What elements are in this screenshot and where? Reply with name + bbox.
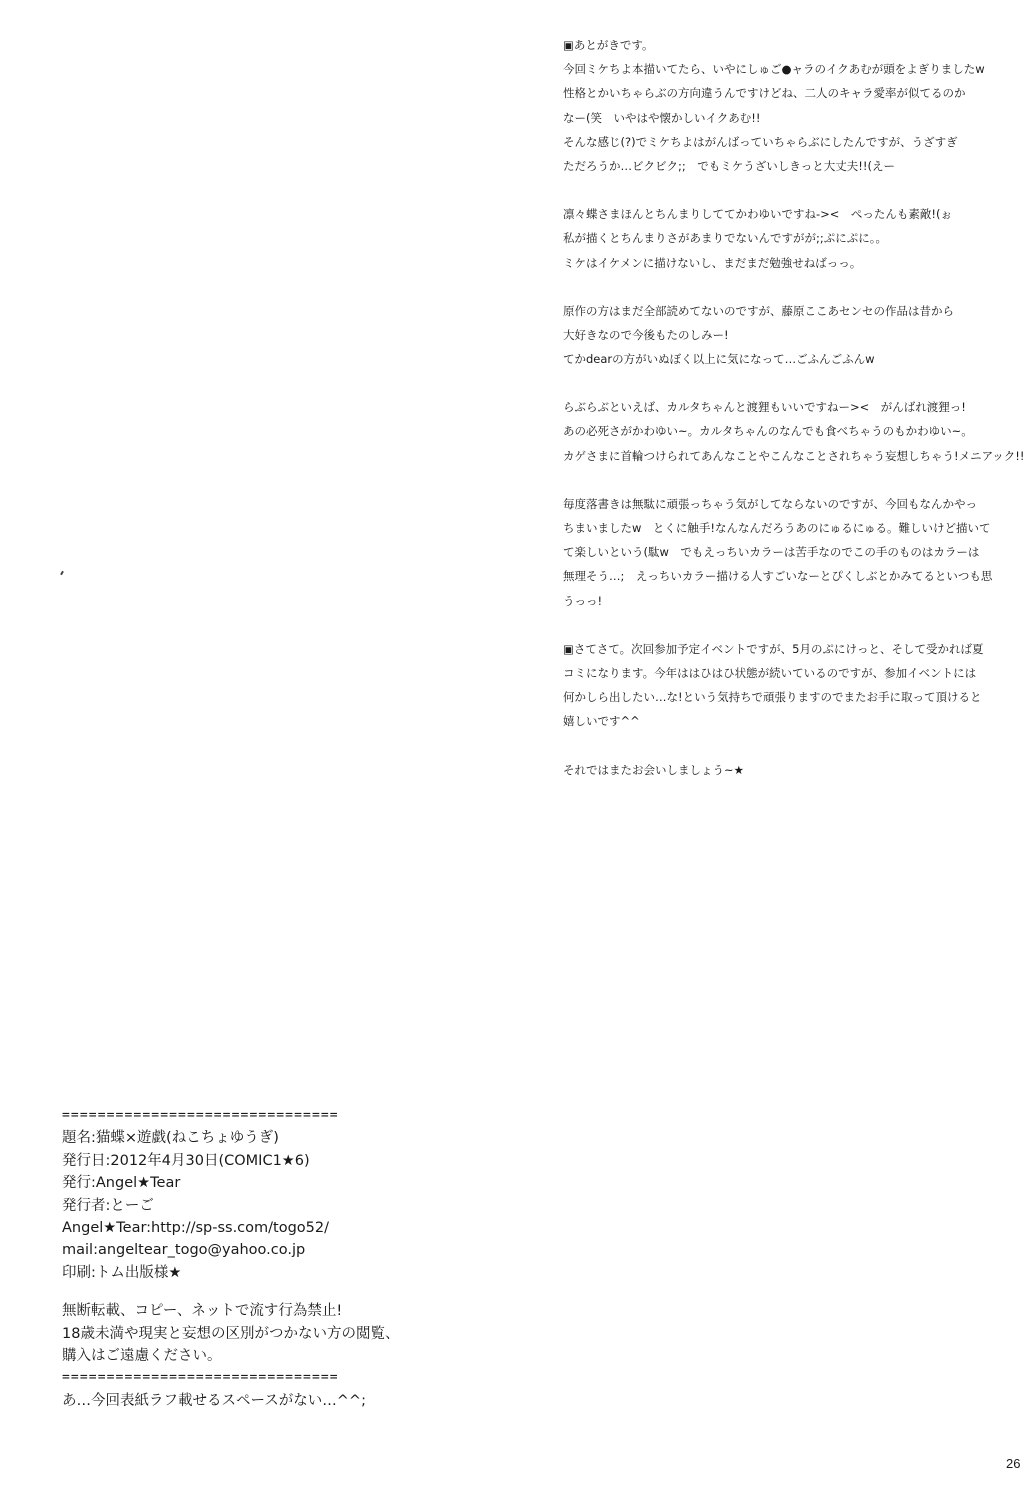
afterword-paragraph (563, 202, 1003, 275)
page-number: 26 (1006, 1456, 1021, 1471)
colophon (62, 1105, 462, 1412)
separator-rule-top: =============================== (62, 1108, 339, 1123)
afterword-line: てかdearの方がいぬぼく以上に気になって…ごふんごふんw (563, 352, 875, 367)
colophon-author: 発行者:とーご (62, 1197, 154, 1214)
afterword-paragraph (563, 33, 1003, 178)
footer-note: あ…今回表紙ラフ載せるスペースがない…^^; (62, 1392, 366, 1409)
separator-rule-bottom: =============================== (62, 1370, 339, 1386)
afterword-paragraph (563, 637, 1003, 734)
afterword-line: ▣あとがきです。 (563, 38, 654, 52)
afterword-line: 私が描くとちんまりさがあまりでないんですがが;;ぷにぷに。。 (563, 231, 887, 246)
colophon-title: 題名:猫蝶×遊戯(ねこちょゆうぎ) (62, 1130, 279, 1147)
afterword-line: 今回ミケちよ本描いてたら、いやにしゅご●ャラのイクあむが頭をよぎりましたw (563, 62, 985, 77)
afterword-line: それではまたお会いしましょう~★ (563, 762, 744, 777)
afterword-text (563, 33, 1025, 806)
stray-mark (60, 571, 64, 575)
afterword-line: 無理そう…; えっちいカラー描ける人すごいなーとぴくしぶとかみてるといつも思 (563, 569, 993, 584)
afterword-line: 大好きなので今後もたのしみー! (563, 327, 729, 342)
afterword-line: 凛々蝶さまほんとちんまりしててかわゆいですね->< ぺったんも素敵!(ぉ (563, 207, 953, 222)
notice-line-3: 購入はご遠慮ください。 (62, 1347, 222, 1364)
afterword-line: あの必死さがかわゆい~。カルタちゃんのなんでも食べちゃうのもかわゆい~。 (563, 424, 973, 439)
colophon-printer: 印刷:トム出版様★ (62, 1264, 182, 1281)
afterword-line: ただろうか…ビクビク;; でもミケうざいしきっと大丈夫!!(えー (563, 158, 895, 173)
afterword-line: 原作の方はまだ全部読めてないのですが、藤原ここあセンセの作品は昔から (563, 303, 954, 318)
afterword-paragraph (563, 758, 1003, 782)
colophon-publisher: 発行:Angel★Tear (62, 1175, 181, 1192)
notice-line-2: 18歳未満や現実と妄想の区別がつかない方の閲覧、 (62, 1325, 400, 1342)
afterword-paragraph (563, 395, 1025, 468)
notice-line-1: 無断転載、コピー、ネットで流す行為禁止! (62, 1303, 343, 1320)
afterword-line: らぶらぶといえば、カルタちゃんと渡狸もいいですねー>< がんばれ渡狸っ! (563, 400, 966, 415)
afterword-line: ▣さてさて。次回参加予定イベントですが、5月のぷにけっと、そして受かれば夏 (563, 641, 984, 656)
afterword-line: うっっ! (563, 593, 603, 608)
afterword-line: ちまいましたw とくに触手!なんなんだろうあのにゅるにゅる。難しいけど描いて (563, 521, 991, 535)
afterword-line: 嬉しいです^^ (563, 714, 640, 729)
colophon-mail: mail:angeltear_togo@yahoo.co.jp (62, 1242, 306, 1259)
afterword-line: コミになります。今年ははひはひ状態が続いているのですが、参加イベントには (563, 665, 977, 680)
afterword-line: そんな感じ(?)でミケちよはがんばっていちゃらぶにしたんですが、うざすぎ (563, 134, 958, 149)
afterword-line: て楽しいという(駄w でもえっちいカラーは苦手なのでこの手のものはカラーは (563, 545, 980, 560)
colophon-date: 発行日:2012年4月30日(COMIC1★6) (62, 1152, 310, 1169)
afterword-line: カゲさまに首輪つけられてあんなことやこんなことされちゃう妄想しちゃう!メニアック!! (563, 448, 1025, 463)
afterword-paragraph (563, 492, 1003, 613)
afterword-line: 何かしら出したい…な!という気持ちで頑張りますのでまたお手に取って頂けると (563, 690, 982, 705)
afterword-line: なー(笑 いやはや懐かしいイクあむ!! (563, 110, 761, 125)
afterword-paragraph (563, 299, 1003, 372)
afterword-line: 性格とかいちゃらぶの方向違うんですけどね、二人のキャラ愛率が似てるのか (563, 86, 966, 101)
afterword-line: 毎度落書きは無駄に頑張っちゃう気がしてならないのですが、今回もなんかやっ (563, 496, 977, 511)
afterword-line: ミケはイケメンに描けないし、まだまだ勉強せねばっっ。 (563, 255, 862, 270)
colophon-website: Angel★Tear:http://sp-ss.com/togo52/ (62, 1219, 330, 1236)
